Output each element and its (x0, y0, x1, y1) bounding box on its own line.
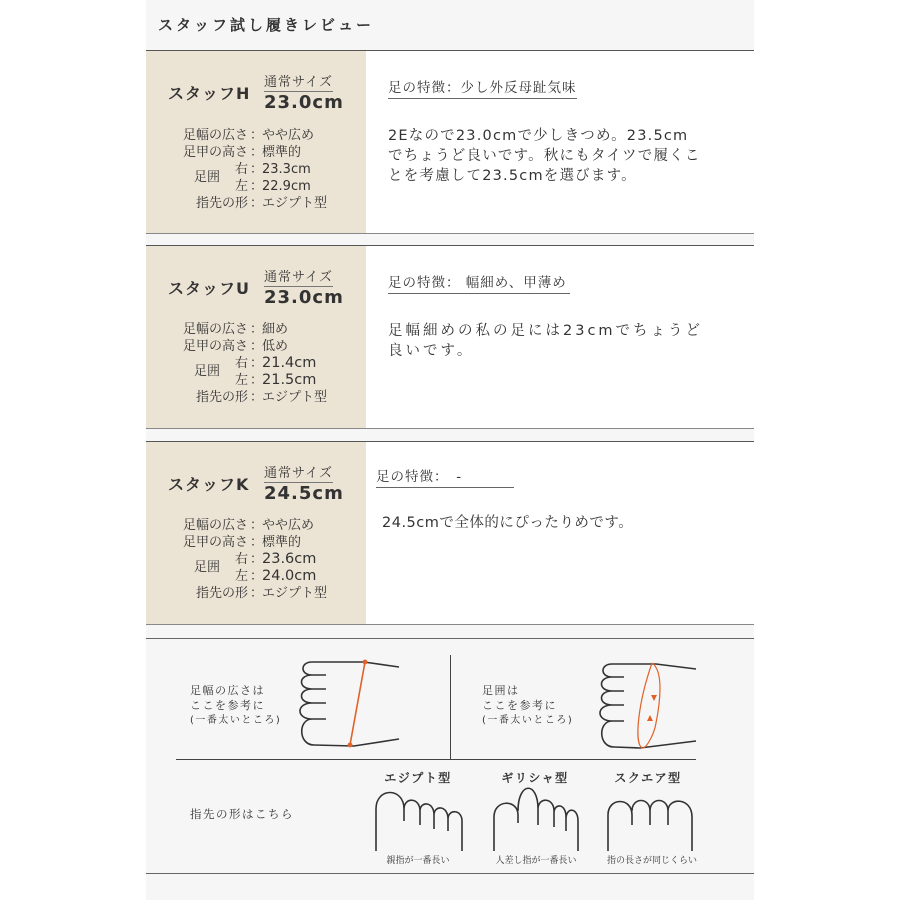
review-panel (146, 0, 754, 900)
foot-feature: 足の特徴： - (376, 465, 514, 488)
instep-label: 足甲の高さ (182, 339, 248, 354)
staff-name: スタッフU (168, 279, 250, 298)
width-label: 足幅の広さ (182, 322, 248, 337)
divider (450, 655, 451, 759)
toe-shape-value: エジプト型 (262, 586, 328, 601)
toe-shape-label: 指先の形 (195, 196, 248, 211)
divider (176, 759, 696, 760)
measurement-guide (146, 638, 754, 874)
instep-value: 低め (262, 339, 289, 354)
foot-feature: 足の特徴： 幅細め、甲薄め (388, 271, 570, 294)
instep-label: 足甲の高さ (182, 145, 248, 160)
staff-name: スタッフH (168, 84, 251, 103)
toe-type-egyptian-caption: 親指が一番長い (386, 856, 450, 866)
usual-size-label: 通常サイズ (264, 462, 333, 483)
instep-label: 足甲の高さ (182, 535, 248, 550)
review-comment: 足幅細めの私の足には23cmでちょうど 良いです。 (388, 323, 704, 359)
foot-attributes: 足幅の広さ ： やや広め 足甲の高さ ： 標準的 足囲 右 ： 23.3cm 左 ： 22.9cm 指先の形 ： エジプト型 (182, 128, 328, 211)
staff-review (366, 51, 754, 233)
review-comment: 24.5cmで全体的にぴったりめです。 (382, 515, 634, 531)
staff-profile (146, 51, 366, 233)
staff-card-k (146, 441, 754, 625)
girth-left-value: 24.0cm (262, 568, 317, 584)
foot-girth-illustration (594, 663, 704, 755)
width-label: 足幅の広さ (182, 518, 248, 533)
toe-type-square-caption: 指の長さが同じくらい (606, 856, 697, 866)
toe-type-egyptian-title: エジプト型 (384, 771, 452, 785)
girth-label: 足囲 (194, 364, 221, 379)
staff-review (366, 246, 754, 428)
toe-shape-value: エジプト型 (262, 196, 328, 211)
width-value: やや広め (262, 518, 315, 533)
review-comment: 2Eなので23.0cmで少しきつめ。23.5cm でちょうど良いです。秋にもタイツで履くこ とを考慮して23.5cmを選びます。 (388, 128, 701, 184)
toe-shape-heading: 指先の形はこちら (190, 807, 294, 821)
usual-size-label: 通常サイズ (264, 266, 333, 287)
toe-shape-label: 指先の形 (195, 390, 248, 405)
width-value: 細め (262, 322, 289, 337)
usual-size-value: 23.0cm (264, 92, 344, 113)
girth-left-value: 21.5cm (262, 372, 317, 388)
toe-type-greek-caption: 人差し指が一番長い (495, 856, 577, 866)
width-guide-text: 足幅の広さは ここを参考に (一番太いところ) (190, 684, 282, 726)
usual-size-label: 通常サイズ (264, 71, 333, 92)
foot-attributes: 足幅の広さ ： やや広め 足甲の高さ ： 標準的 足囲 右 ： 23.6cm 左 ： 24.0cm 指先の形 ： エジプト型 (182, 518, 328, 601)
staff-card-u (146, 245, 754, 429)
staff-review (366, 442, 754, 624)
girth-guide-text: 足囲は ここを参考に (一番太いところ) (482, 684, 574, 726)
egyptian-toe-icon (374, 791, 464, 851)
toe-shape-value: エジプト型 (262, 390, 328, 405)
square-toe-icon (606, 795, 696, 851)
toe-type-greek-title: ギリシャ型 (501, 771, 569, 785)
girth-label: 足囲 (194, 170, 221, 185)
staff-name: スタッフK (168, 475, 250, 494)
foot-attributes: 足幅の広さ ： 細め 足甲の高さ ： 低め 足囲 右 ： 21.4cm 左 ： 21.5cm 指先の形 ： エジプト型 (182, 322, 328, 405)
instep-value: 標準的 (262, 535, 302, 550)
girth-right-value: 21.4cm (262, 355, 317, 371)
staff-profile (146, 246, 366, 428)
instep-value: 標準的 (262, 145, 302, 160)
girth-left-value: 22.9cm (262, 179, 311, 194)
usual-size-value: 23.0cm (264, 287, 344, 308)
girth-right-value: 23.6cm (262, 551, 317, 567)
page-title: スタッフ試し履きレビュー (158, 16, 375, 34)
girth-right-value: 23.3cm (262, 162, 311, 177)
toe-type-square-title: スクエア型 (614, 771, 682, 785)
toe-shape-label: 指先の形 (195, 586, 248, 601)
usual-size-value: 24.5cm (264, 483, 344, 504)
width-label: 足幅の広さ (182, 128, 248, 143)
staff-profile (146, 442, 366, 624)
foot-feature: 足の特徴：少し外反母趾気味 (388, 76, 577, 99)
foot-width-illustration (294, 661, 404, 753)
girth-label: 足囲 (194, 560, 221, 575)
staff-card-h (146, 50, 754, 234)
greek-toe-icon (492, 787, 582, 851)
width-value: やや広め (262, 128, 315, 143)
